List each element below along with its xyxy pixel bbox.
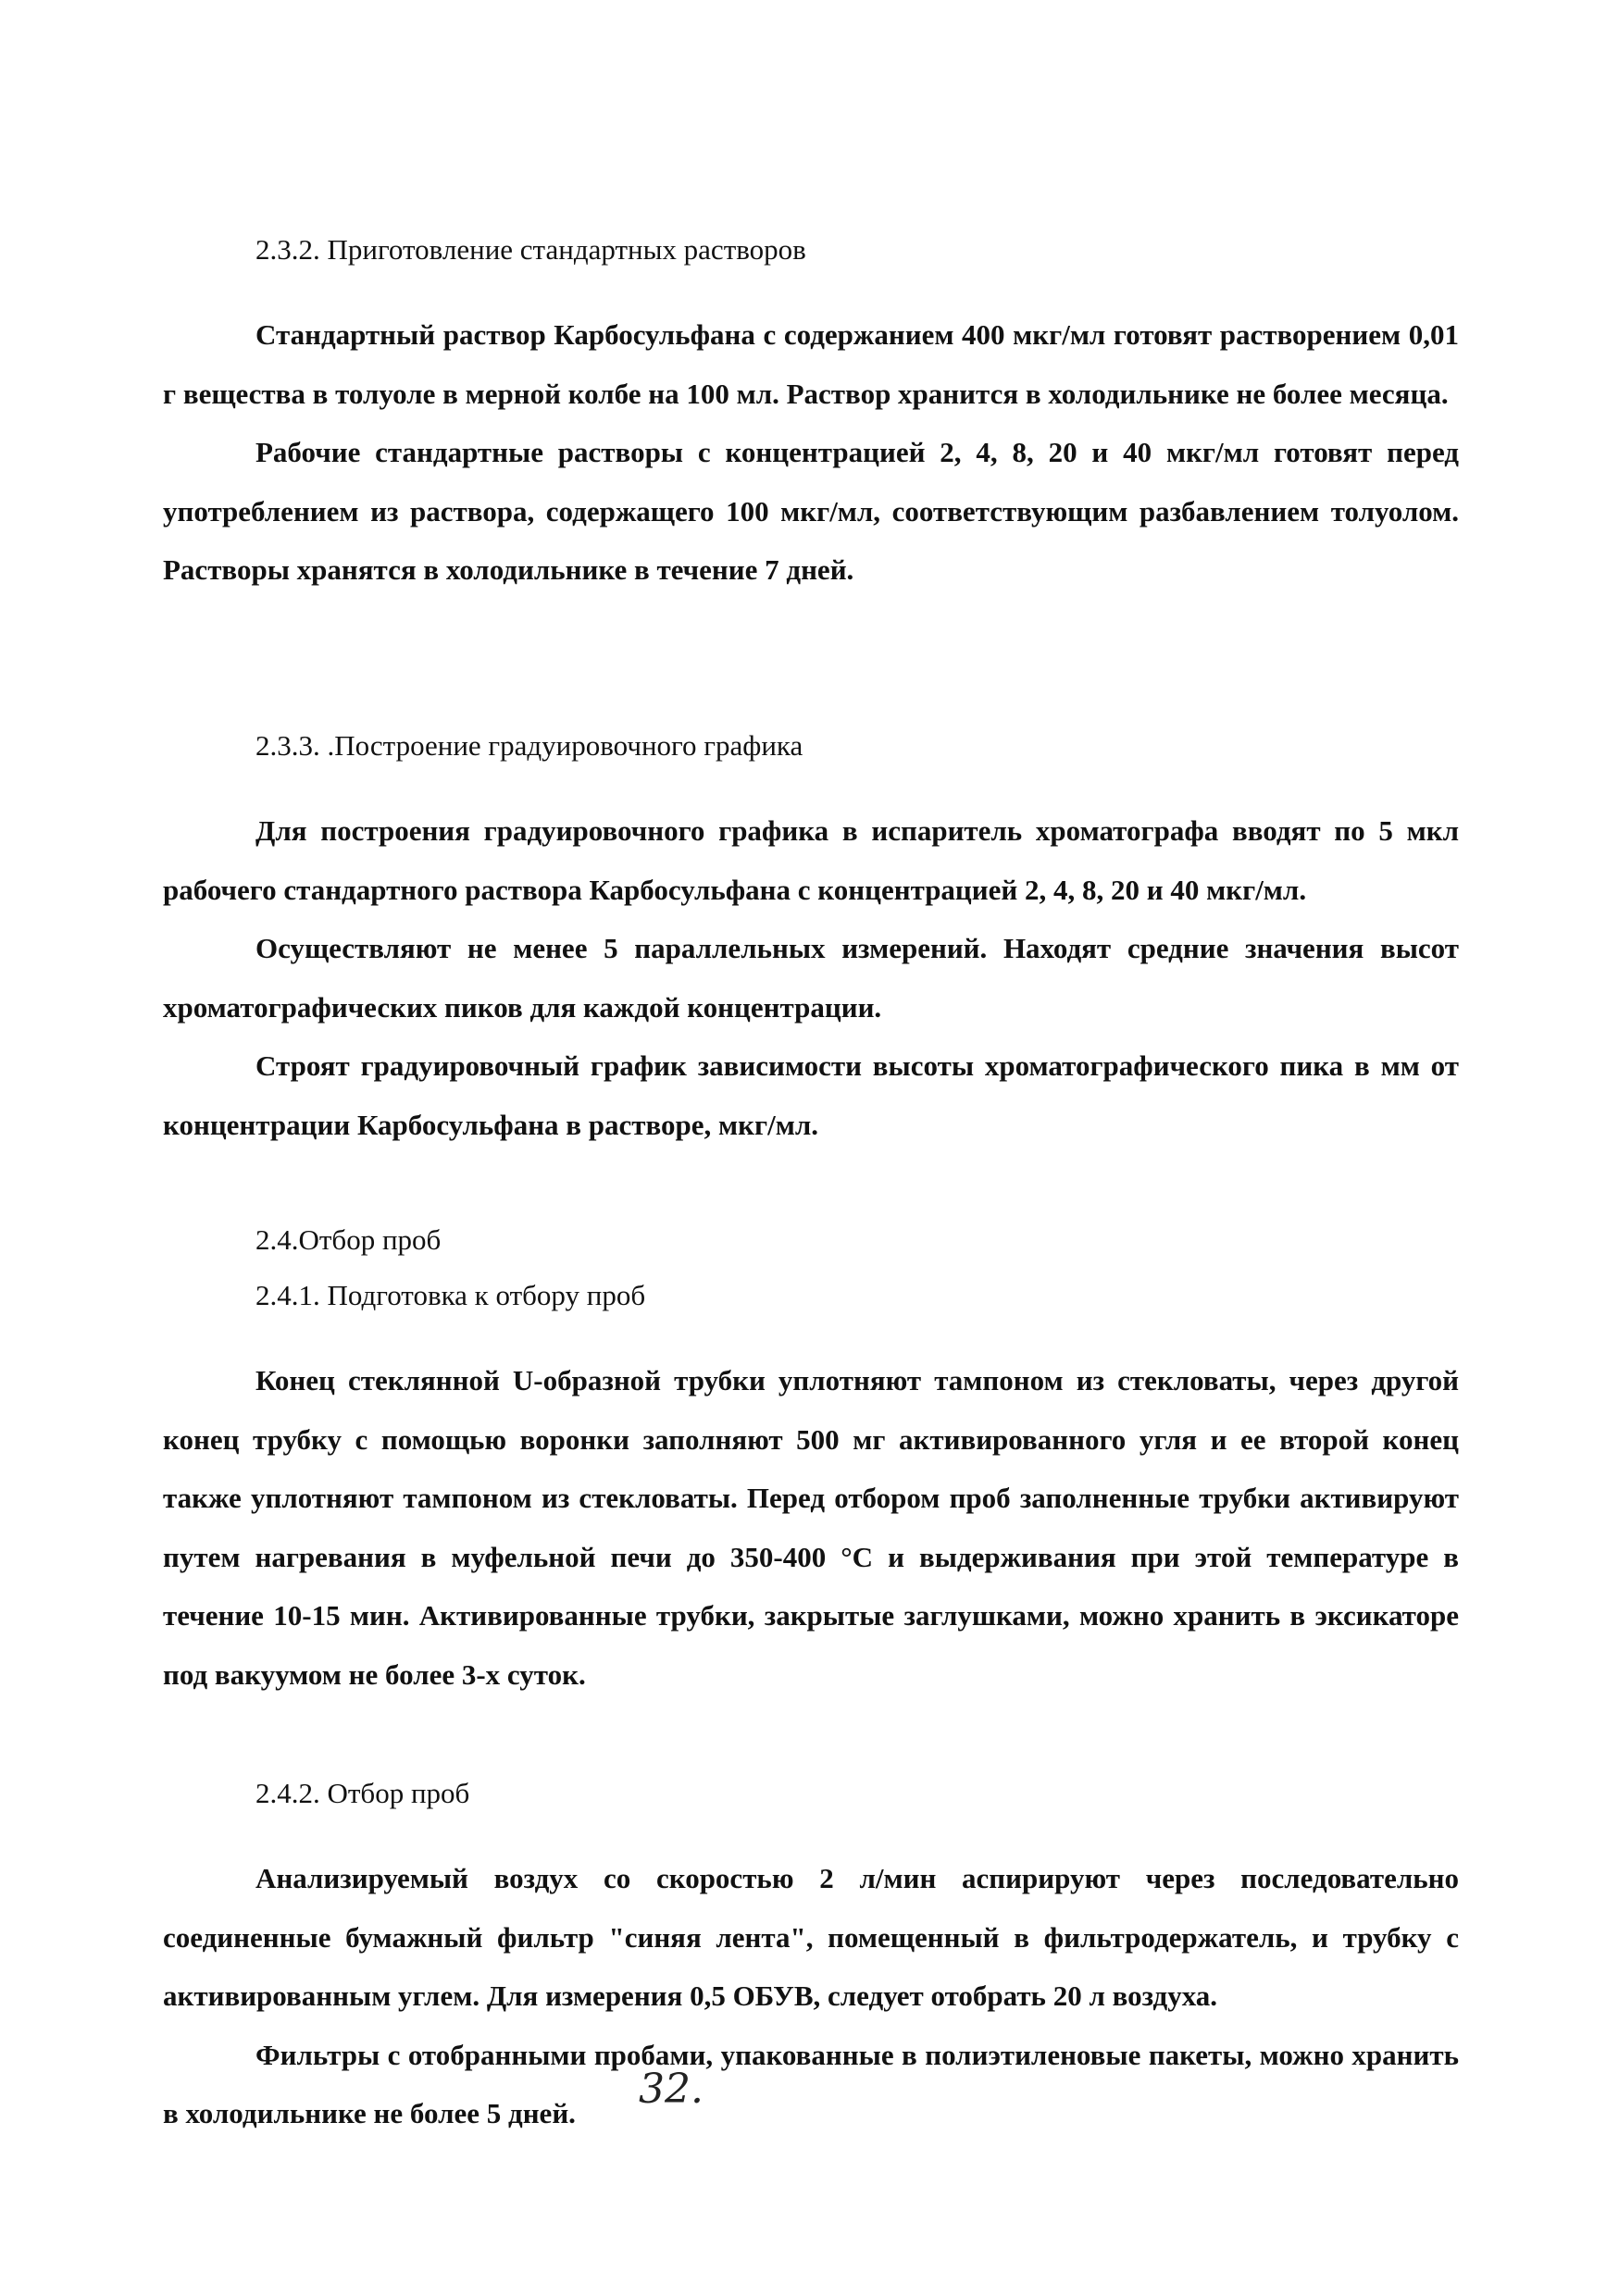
paragraph: Для построения градуировочного графика в испаритель хроматографа вводят по 5 мкл рабочего стандартного раствора Карбосульфана с концентрацией 2, 4, 8, 20 и 40 мкг/мл. (163, 814, 1459, 906)
page-number: 32. (639, 2066, 704, 2113)
paragraph: Рабочие стандартные растворы с концентрацией 2, 4, 8, 20 и 40 мкг/мл готовят перед употреблением из раствора, содержащего 100 мкг/мл, соответствующим разбавлением толуолом. Растворы хранятся в холодильнике в течение 7 дней. (163, 436, 1459, 586)
subsection-heading: 2.4.1. Подготовка к отбору проб (255, 1279, 646, 1311)
section-heading: 2.4.Отбор проб (255, 1223, 442, 1256)
section-heading: 2.3.3. .Построение градуировочного графика (255, 729, 803, 762)
section-2-4 (163, 1212, 1459, 1704)
section-heading: 2.4.2. Отбор проб (255, 1777, 470, 1809)
section-2-3-3 (163, 718, 1459, 1154)
section-2-3-2 (163, 222, 1459, 600)
section-2-4-2 (163, 1766, 1459, 2143)
paragraph: Осуществляют не менее 5 параллельных измерений. Находят средние значения высот хроматографических пиков для каждой концентрации. (163, 932, 1459, 1024)
paragraph: Анализируемый воздух со скоростью 2 л/мин аспирируют через последовательно соединенные бумажный фильтр "синяя лента", помещенный в фильтродержатель, и трубку с активированным углем. Для измерения 0,5 ОБУВ, следует отобрать 20 л воздуха. (163, 1862, 1459, 2012)
paragraph: Стандартный раствор Карбосульфана с содержанием 400 мкг/мл готовят растворением 0,01 г вещества в толуоле в мерной колбе на 100 мл. Раствор хранится в холодильнике не более месяца. (163, 318, 1459, 410)
paragraph: Фильтры с отобранными пробами, упакованные в полиэтиленовые пакеты, можно хранить в холодильнике не более 5 дней. (163, 2038, 1459, 2129)
section-heading: 2.3.2. Приготовление стандартных растворов (255, 233, 806, 266)
paragraph: Конец стеклянной U-образной трубки уплотняют тампоном из стекловаты, через другой конец трубку с помощью воронки заполняют 500 мг активированного угля и ее второй конец также уплотняют тампоном из стекловаты. Перед отбором проб заполненные трубки активируют путем нагревания в муфельной печи до 350-400 °С и выдерживания при этой температуре в течение 10-15 мин. Активированные трубки, закрытые заглушками, можно хранить в эксикаторе под вакуумом не более 3-х суток. (163, 1364, 1459, 1691)
paragraph: Строят градуировочный график зависимости высоты хроматографического пика в мм от концентрации Карбосульфана в растворе, мкг/мл. (163, 1049, 1459, 1141)
